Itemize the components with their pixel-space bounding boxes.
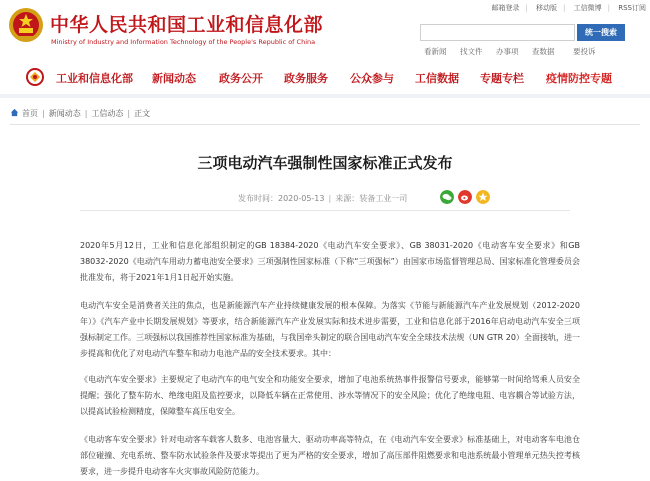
sub-link-data[interactable]: 查数据	[532, 47, 555, 56]
top-link-mobile[interactable]: 移动版	[536, 4, 558, 12]
breadcrumb-current: 正文	[134, 109, 151, 118]
breadcrumb-news[interactable]: 新闻动态	[48, 109, 81, 118]
site-header	[0, 0, 650, 62]
nav-item-miit[interactable]: 工业和信息化部	[56, 72, 133, 85]
nav-item-services[interactable]: 政务服务	[284, 72, 328, 85]
national-emblem-icon[interactable]	[8, 6, 44, 44]
site-subtitle: Ministry of Industry and Information Technology of the People's Republic of China	[51, 38, 316, 46]
nav-item-data[interactable]: 工信数据	[415, 72, 459, 85]
search-input[interactable]	[420, 24, 575, 41]
article-meta: 发布时间：2020-05-13 | 来源：装备工业一司	[238, 194, 408, 203]
article-source: 来源：装备工业一司	[335, 194, 408, 203]
qzone-share-icon[interactable]	[476, 190, 490, 204]
article-title: 三项电动汽车强制性国家标准正式发布	[197, 154, 453, 172]
site-logo-icon[interactable]	[26, 68, 44, 86]
site-title[interactable]: 中华人民共和国工业和信息化部	[50, 14, 324, 36]
nav-item-participation[interactable]: 公众参与	[350, 72, 394, 85]
sub-link-services[interactable]: 办事项	[496, 47, 519, 56]
breadcrumb-miit-news[interactable]: 工信动态	[91, 109, 124, 118]
breadcrumb-divider	[10, 124, 640, 125]
publish-date: 发布时间：2020-05-13	[238, 194, 325, 203]
breadcrumb-home[interactable]: 首页	[22, 109, 38, 118]
sub-link-complaint[interactable]: 要投诉	[573, 47, 596, 56]
search-button[interactable]: 统一搜索	[577, 24, 625, 41]
nav-item-news[interactable]: 新闻动态	[152, 72, 196, 85]
main-nav	[0, 62, 650, 90]
sub-link-news[interactable]: 看新闻	[424, 47, 447, 56]
sub-link-files[interactable]: 找文件	[460, 47, 483, 56]
nav-divider	[0, 94, 650, 98]
nav-item-topics[interactable]: 专题专栏	[480, 72, 524, 85]
article-paragraph: 2020年5月12日，工业和信息化部组织制定的GB 18384-2020《电动汽车安全要求》、GB 38031-2020《电动客车安全要求》和GB 38032-2020《电动汽车用动力蓄电池安全要求》三项强制性国家标准（下称“三项强标”）由国家市场监督管理总局、国家标准化管理委员会批准发布，将于2021年1月1日起开始实施。	[80, 241, 580, 282]
nav-item-open-government[interactable]: 政务公开	[219, 72, 263, 85]
home-icon	[10, 108, 19, 117]
top-link-rss[interactable]: RSS订阅	[618, 4, 646, 12]
wechat-share-icon[interactable]	[440, 190, 454, 204]
top-link-weibo[interactable]: 工信微博	[573, 4, 602, 12]
article-paragraph: 《电动汽车安全要求》主要规定了电动汽车的电气安全和功能安全要求，增加了电池系统热事件报警信号要求，能够第一时间给驾乘人员安全提醒；强化了整车防水、绝缘电阻及监控要求，以降低车辆在正常使用、涉水等情况下的安全风险；优化了绝缘电阻、电容耦合等试验方法，以提高试验检测精度，保障整车高压电安全。	[80, 375, 580, 416]
breadcrumb: 首页 | 新闻动态 | 工信动态 | 正文	[10, 108, 150, 119]
weibo-share-icon[interactable]	[458, 190, 472, 204]
meta-divider	[80, 210, 570, 211]
article-paragraph: 电动汽车安全是消费者关注的焦点，也是新能源汽车产业持续健康发展的根本保障。为落实《节能与新能源汽车产业发展规划（2012-2020年）》《汽车产业中长期发展规划》等要求，结合新能源汽车产业发展实际和技术进步需要，工业和信息化部于2016年启动电动汽车安全三项强标制定工作。三项强标以我国推荐性国家标准为基础，与我国牵头制定的联合国电动汽车安全全球技术法规（UN GTR 20）全面接轨，进一步提高和优化了对电动汽车整车和动力电池产品的安全技术要求。其中：	[80, 301, 580, 358]
top-links: 邮箱登录 | 移动版 | 工信微博 | RSS订阅	[491, 4, 646, 12]
top-link-mail[interactable]: 邮箱登录	[491, 4, 520, 12]
nav-item-epidemic[interactable]: 疫情防控专题	[546, 72, 612, 85]
article-paragraph: 《电动客车安全要求》针对电动客车载客人数多、电池容量大、驱动功率高等特点，在《电动汽车安全要求》标准基础上，对电动客车电池仓部位碰撞、充电系统、整车防水试验条件及要求等提出了更为严格的安全要求，增加了高压部件阻燃要求和电池系统最小管理单元热失控考核要求，进一步提升电动客车火灾事故风险防范能力。	[80, 435, 580, 476]
